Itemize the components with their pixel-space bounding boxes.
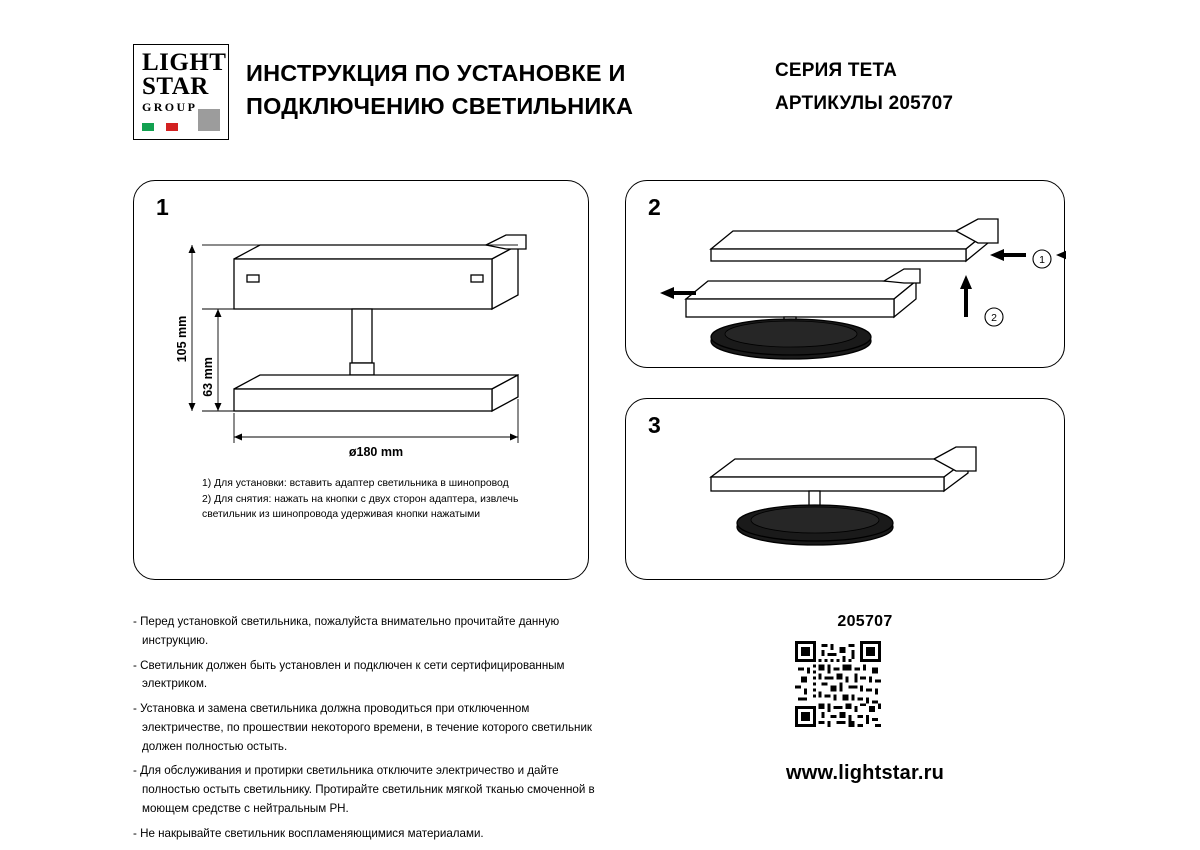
drawing-insert-into-track [626, 181, 1066, 369]
warning-item: - Установка и замена светильника должна проводиться при отключенном электричестве, по прошествии некоторого времени, в течение которого светильник должен полностью остыть. [133, 702, 592, 753]
logo-square-mark [198, 109, 220, 131]
logo-line-1: LIGHT [142, 49, 227, 76]
qr-code-icon [795, 641, 881, 727]
logo-line-3: GROUP [142, 100, 198, 114]
warning-item: - Перед установкой светильника, пожалуйста внимательно прочитайте данную инструкцию. [133, 615, 560, 647]
figure-panel-3 [625, 398, 1065, 580]
panel-number-2: 2 [648, 194, 661, 220]
callout-label-2: 2 [991, 312, 997, 324]
panel-number-1: 1 [156, 194, 169, 220]
footer-website: www.lightstar.ru [785, 762, 945, 784]
note-remove: 2) Для снятия: нажать на кнопки с двух сторон адаптера, извлечь светильник из шинопровода удерживая кнопки нажатыми [202, 493, 519, 521]
logo-line-2: STAR [142, 73, 209, 100]
drawing-installed-fixture [626, 399, 1066, 581]
safety-warnings [133, 613, 603, 850]
note-install: 1) Для установки: вставить адаптер светильника в шинопровод [202, 478, 509, 490]
figure-panel-2 [625, 180, 1065, 368]
product-identification [775, 60, 1105, 115]
footer-article-code: 205707 [837, 613, 893, 630]
page-title: ИНСТРУКЦИЯ ПО УСТАНОВКЕ И ПОДКЛЮЧЕНИЮ СВЕТИЛЬНИКА [246, 60, 634, 120]
warning-item: - Для обслуживания и протирки светильника отключите электричество и дайте полностью остыть светильнику. Протирайте светильник мягкой тканью смоченной в моющем средстве с нейтральным PH. [133, 764, 595, 816]
warning-item: - Светильник должен быть установлен и подключен к сети сертифицированным электриком. [133, 658, 565, 691]
brand-logo [133, 44, 229, 140]
callout-label-1: 1 [1039, 254, 1045, 266]
dim-diameter: ø180 mm [348, 445, 404, 459]
logo-wordmark [142, 51, 226, 114]
panel-number-3: 3 [648, 412, 661, 438]
figure-panel-1 [133, 180, 589, 580]
panel-1-notes [202, 476, 562, 523]
dim-body-height: 63 mm [201, 357, 215, 397]
italian-flag-icon [142, 123, 178, 131]
series-label: СЕРИЯ ТЕТА [775, 60, 898, 81]
dim-total-height: 105 mm [175, 315, 189, 363]
article-label: АРТИКУЛЫ 205707 [775, 93, 954, 114]
warning-item: - Не накрывайте светильник воспламеняющимися материалами. [133, 826, 484, 840]
